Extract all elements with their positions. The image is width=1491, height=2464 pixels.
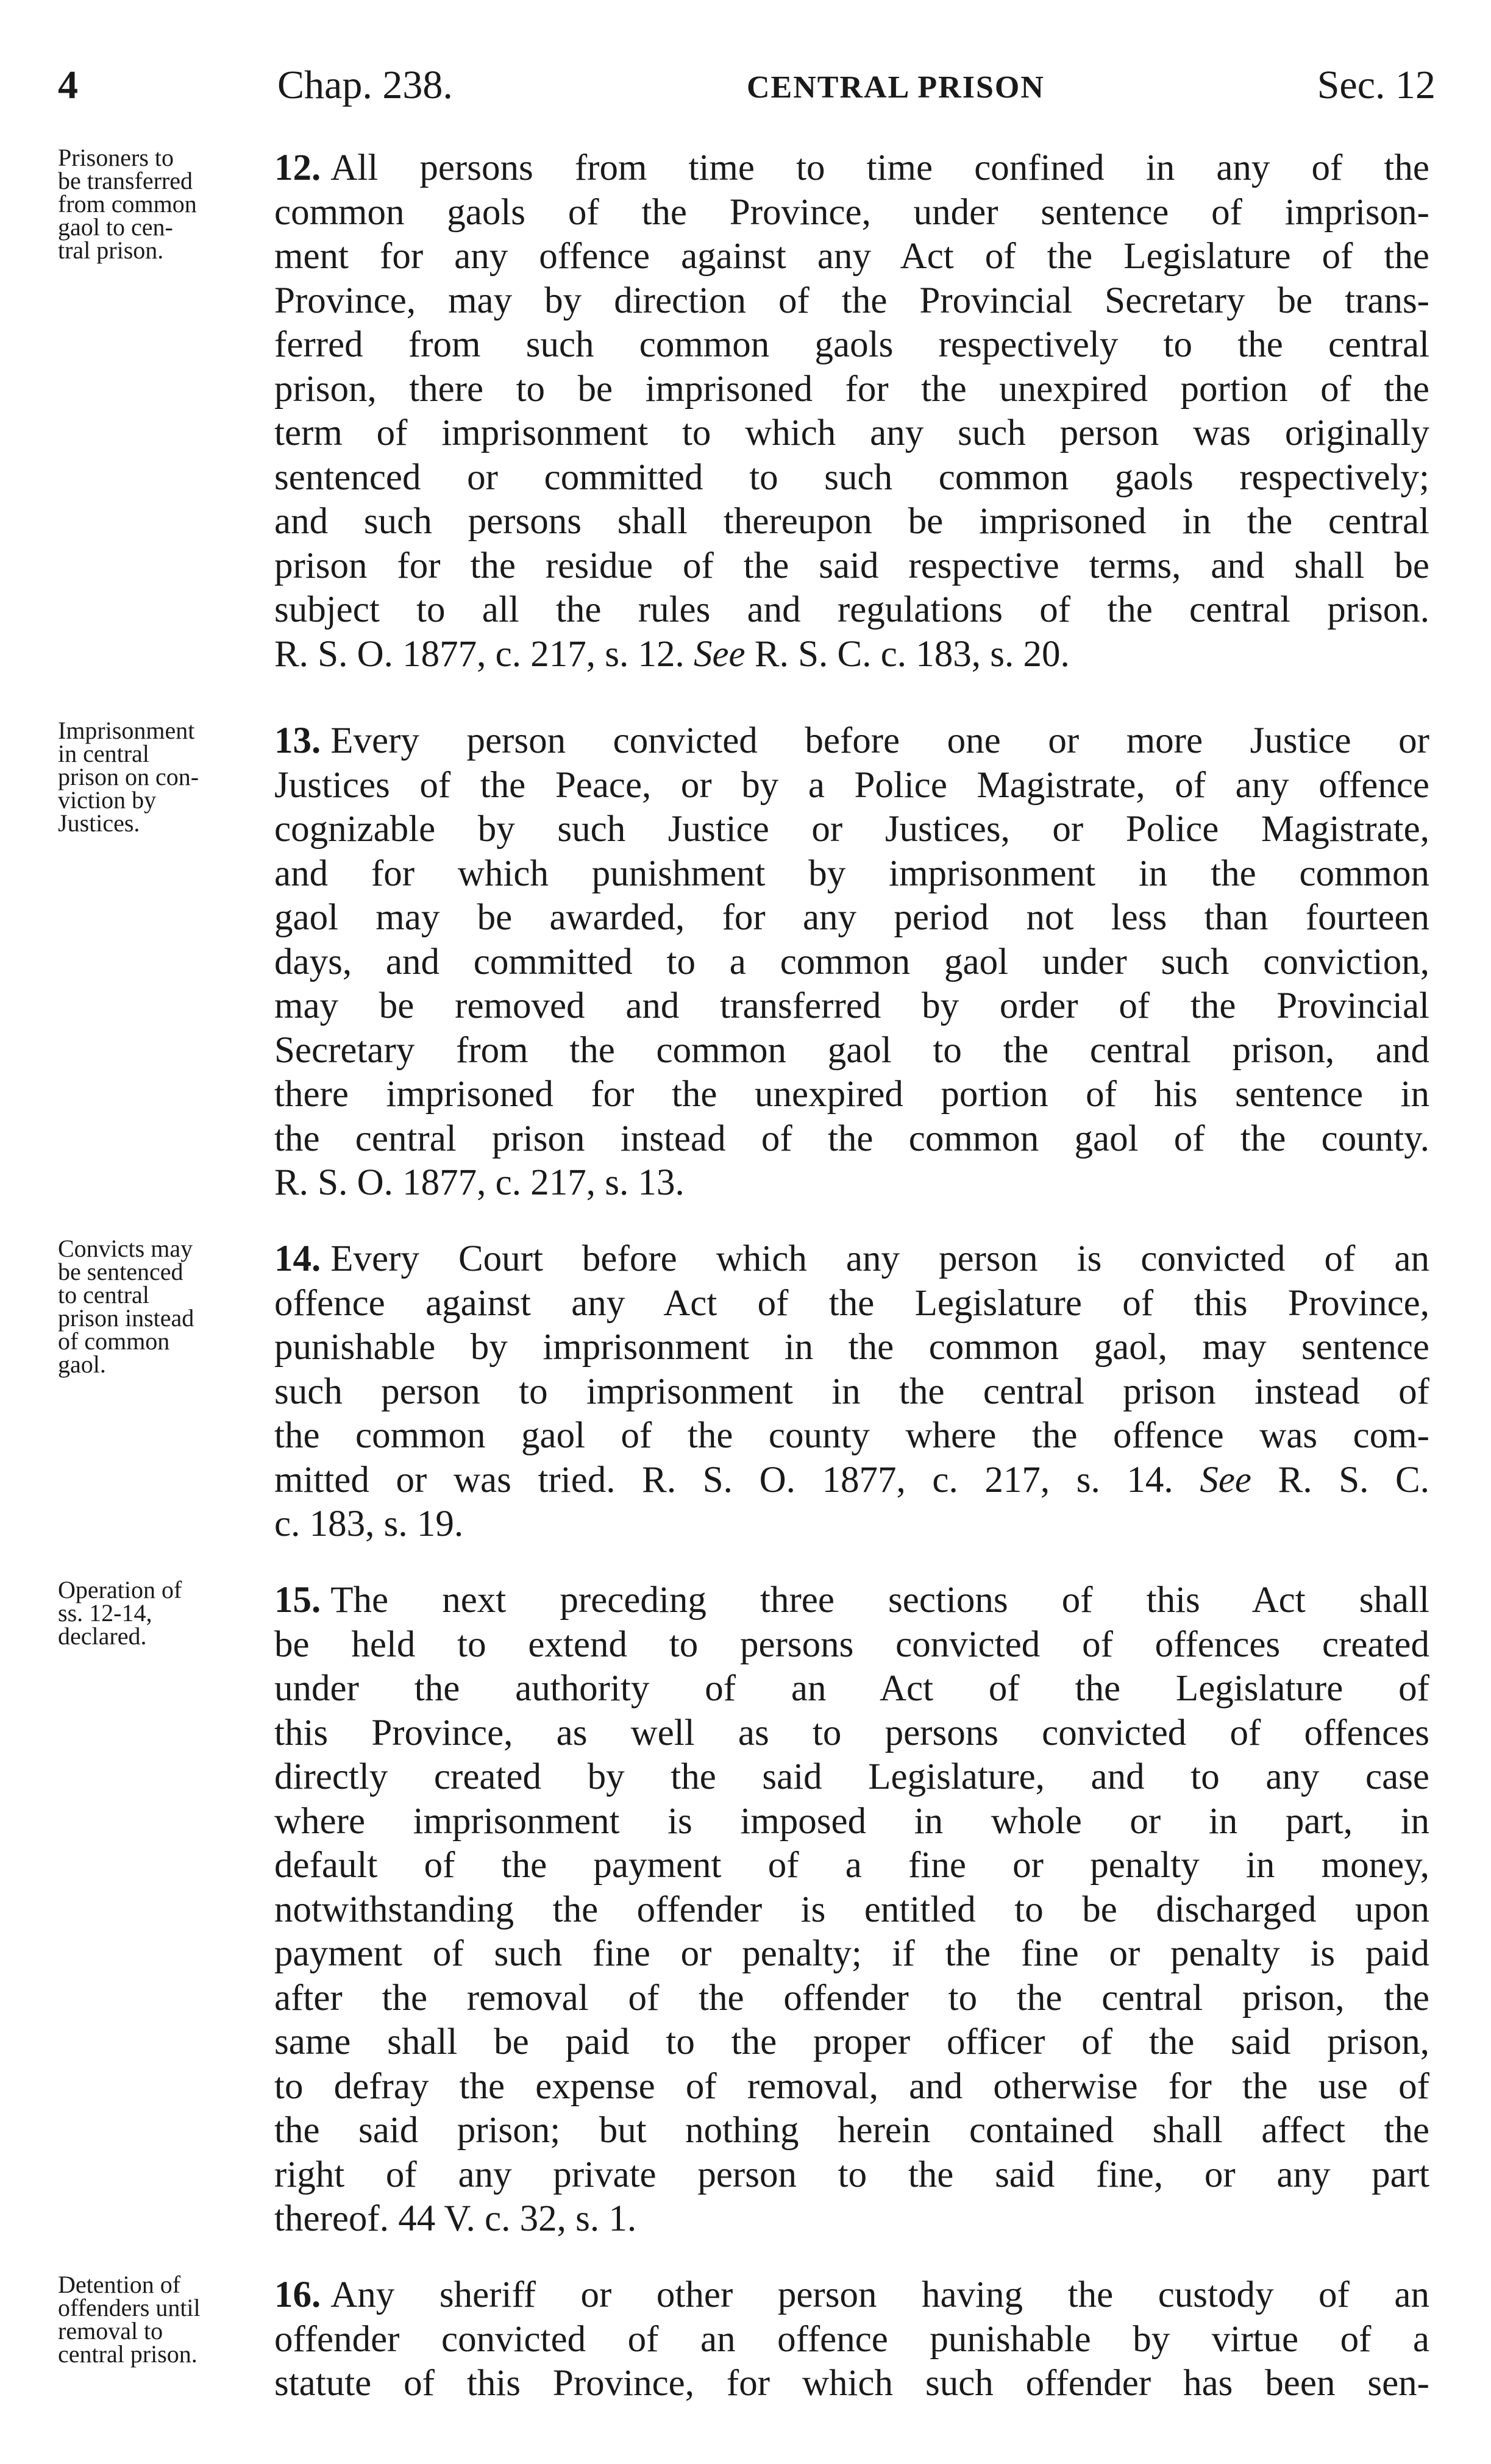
- section-number: 15.: [274, 1580, 321, 1621]
- margin-note: Convicts may be sentenced to central prison instead of common gaol.: [58, 1235, 194, 1378]
- section-number: 13.: [274, 720, 321, 761]
- see-reference: See: [1200, 1459, 1251, 1500]
- margin-note: Imprisonment in central prison on con- viction by Justices.: [58, 717, 199, 837]
- section-label: Sec. 12: [1317, 63, 1436, 107]
- margin-note: Prisoners to be transferred from common gaol to cen- tral prison.: [58, 144, 197, 264]
- section-body: 12. All persons from time to time confined in any of the common gaols of the Province, under sentence of imprison- ment for any offence against any Act of the Legislature of the Province, may by direction of the Provincial Secretary be trans- ferred from such common gaols respectively to the central prison, there to be imprisoned for the unexpired portion of the term of imprisonment to which any such person was originally sentenced or committed to such common gaols respectively; and such persons shall thereupon be imprisoned in the central prison for the residue of the said respective terms, and shall be subject to all the rules and regulations of the central prison. R. S. O. 1877, c. 217, s. 12. See R. S. C. c. 183, s. 20.: [274, 147, 1429, 675]
- chapter-label: Chap. 238.: [277, 63, 453, 107]
- section-body: 16. Any sheriff or other person having the custody of an offender convicted of an offence punishable by virtue of a statute of this Province, for which such offender has been sen-: [274, 2274, 1429, 2404]
- section-body: 14. Every Court before which any person is convicted of an offence against any Act of the Legislature of this Province, punishable by imprisonment in the common gaol, may sentence such person to imprisonment in the central prison instead of the common gaol of the county where the offence was com- mitted or was tried. R. S. O. 1877, c. 217, s. 14. See R. S. C. c. 183, s. 19.: [274, 1238, 1429, 1544]
- section-number: 14.: [274, 1238, 321, 1279]
- margin-note: Operation of ss. 12-14, declared.: [58, 1576, 182, 1650]
- page-title: CENTRAL PRISON: [747, 70, 1045, 105]
- running-header: [58, 58, 1436, 113]
- section-body: 15. The next preceding three sections of this Act shall be held to extend to persons convicted of offences created under the authority of an Act of the Legislature of this Province, as well as to persons convicted of offences directly created by the said Legislature, and to any case where imprisonment is imposed in whole or in part, in default of the payment of a fine or penalty in money, notwithstanding the offender is entitled to be discharged upon payment of such fine or penalty; if the fine or penalty is paid after the removal of the offender to the central prison, the same shall be paid to the proper officer of the said prison, to defray the expense of removal, and otherwise for the use of the said prison; but nothing herein contained shall affect the right of any private person to the said fine, or any part thereof. 44 V. c. 32, s. 1.: [274, 1580, 1429, 2239]
- margin-note: Detention of offenders until removal to central prison.: [58, 2271, 201, 2368]
- page-number: 4: [58, 63, 78, 107]
- see-reference: See: [693, 633, 746, 675]
- section-number: 12.: [274, 147, 321, 188]
- section-number: 16.: [274, 2274, 321, 2315]
- section-body: 13. Every person convicted before one or more Justice or Justices of the Peace, or by a Police Magistrate, of any offence cognizable by such Justice or Justices, or Police Magistrate, and for which punishment by imprisonment in the common gaol may be awarded, for any period not less than fourteen days, and committed to a common gaol under such conviction, may be removed and transferred by order of the Provincial Secretary from the common gaol to the central prison, and there imprisoned for the unexpired portion of his sentence in the central prison instead of the common gaol of the county. R. S. O. 1877, c. 217, s. 13.: [274, 720, 1429, 1203]
